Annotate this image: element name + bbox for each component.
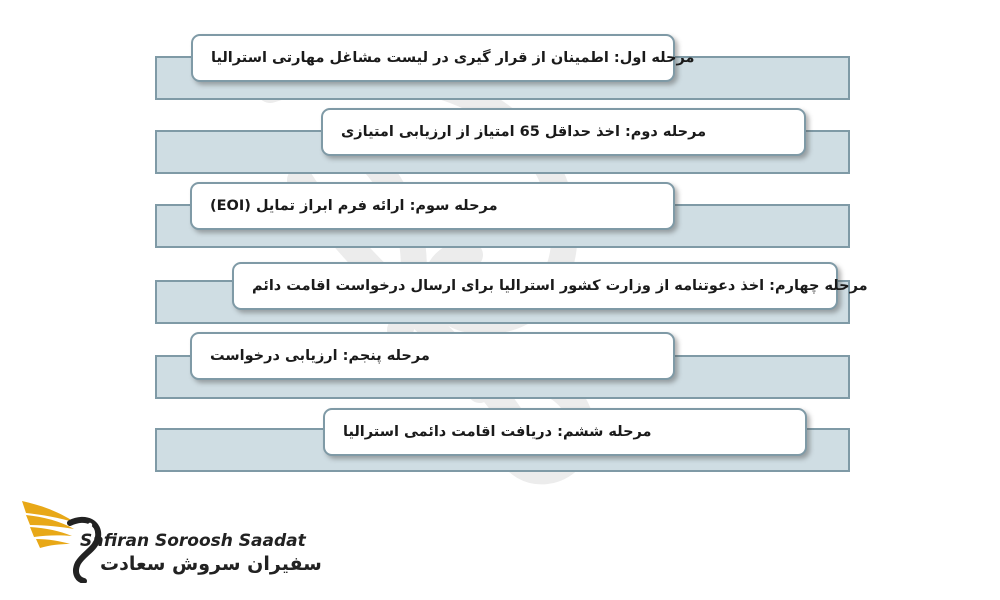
step-4-label: مرحله چهارم: اخذ دعوتنامه از وزارت کشور استرالیا برای ارسال درخواست اقامت دائم [252, 278, 868, 294]
step-6-card [323, 408, 807, 456]
logo-name-english: Safiran Soroosh Saadat [80, 531, 306, 551]
step-1-label: مرحله اول: اطمینان از قرار گیری در لیست مشاغل مهارتی استرالیا [211, 50, 695, 66]
company-logo [18, 493, 322, 583]
step-5-card [190, 332, 675, 380]
step-4-card [232, 262, 868, 310]
step-1-card [191, 34, 695, 82]
step-5-label: مرحله پنجم: ارزیابی درخواست [210, 348, 430, 364]
step-2-label: مرحله دوم: اخذ حداقل 65 امتیاز از ارزیابی امتیازی [341, 124, 707, 140]
step-2-card [321, 108, 806, 156]
logo-name-persian: سفیران سروش سعادت [100, 553, 322, 575]
step-3-label: مرحله سوم: ارائه فرم ابراز تمایل (EOI) [210, 198, 498, 214]
step-6-label: مرحله ششم: دریافت اقامت دائمی استرالیا [343, 424, 652, 440]
step-3-card [190, 182, 675, 230]
